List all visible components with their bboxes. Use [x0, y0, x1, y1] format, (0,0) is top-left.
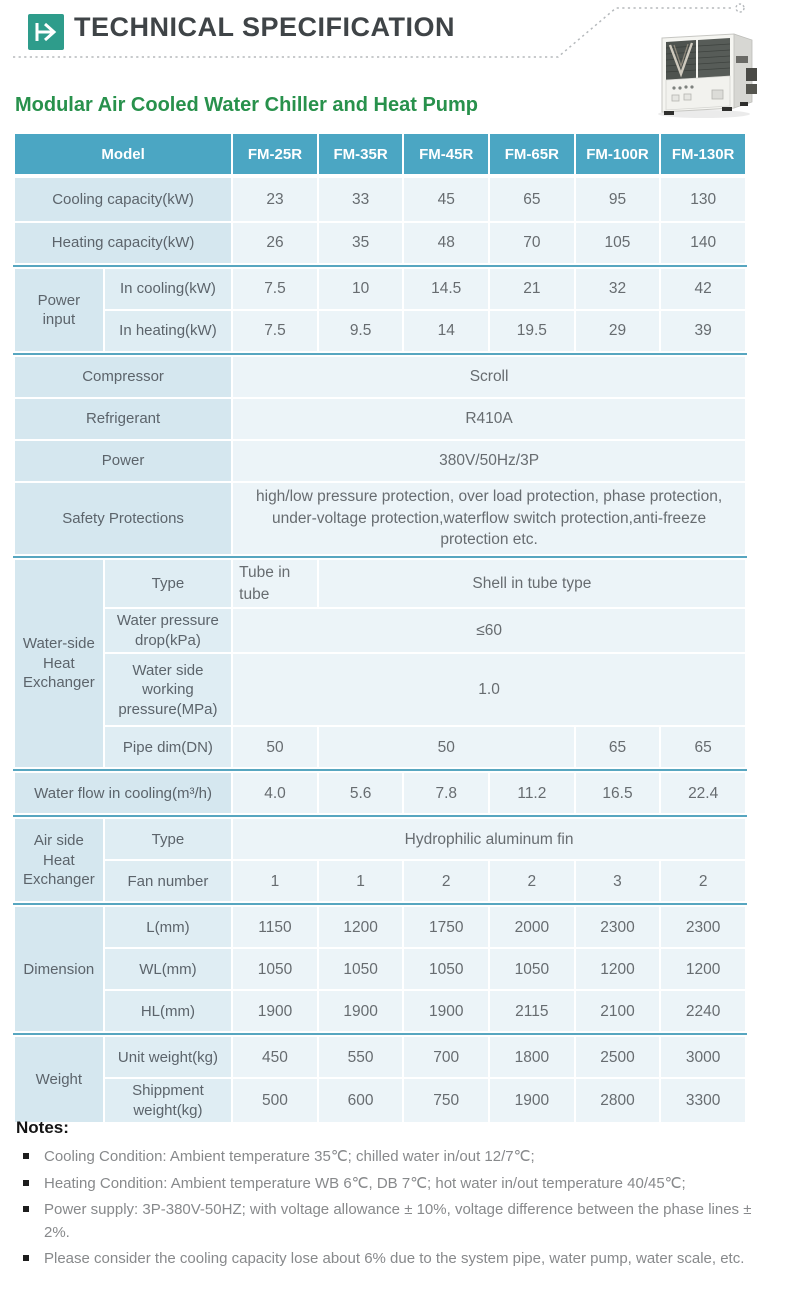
spec-value: Tube in tube [232, 559, 318, 608]
spec-table [13, 132, 749, 1124]
spec-value: 10 [318, 268, 404, 310]
spec-value: 4.0 [232, 772, 318, 814]
note-item [16, 1248, 778, 1271]
spec-value: 26 [232, 222, 318, 264]
row-label: Cooling capacity(kW) [14, 177, 232, 222]
spec-table-header [13, 132, 747, 176]
spec-value: 2000 [489, 906, 575, 948]
spec-value: 3 [575, 860, 661, 902]
spec-table-section [13, 176, 747, 265]
row-label: Air side Heat Exchanger [14, 818, 104, 902]
spec-value: 70 [489, 222, 575, 264]
spec-value: 1200 [660, 948, 746, 990]
spec-table-section [13, 355, 747, 556]
spec-value: 105 [575, 222, 661, 264]
row-sublabel: WL(mm) [104, 948, 232, 990]
spec-value: 1150 [232, 906, 318, 948]
spec-table-section [13, 267, 747, 353]
spec-value: 7.5 [232, 268, 318, 310]
spec-value: 140 [660, 222, 746, 264]
row-sublabel: In cooling(kW) [104, 268, 232, 310]
spec-value: 95 [575, 177, 661, 222]
air-cooled-chiller-product-image [636, 20, 774, 120]
spec-value: 1 [318, 860, 404, 902]
row-label: Safety Protections [14, 482, 232, 555]
spec-value: 35 [318, 222, 404, 264]
spec-value: 1900 [318, 990, 404, 1032]
row-label: Weight [14, 1036, 104, 1123]
row-sublabel: In heating(kW) [104, 310, 232, 352]
note-text: Please consider the cooling capacity lose about 6% due to the system pipe, water pump, water scale, etc. [44, 1250, 745, 1267]
spec-value: 1750 [403, 906, 489, 948]
spec-value: 2 [489, 860, 575, 902]
spec-value: 65 [575, 726, 661, 768]
spec-value: 29 [575, 310, 661, 352]
spec-value: 1200 [575, 948, 661, 990]
spec-value: 600 [318, 1078, 404, 1123]
row-sublabel: Shippment weight(kg) [104, 1078, 232, 1123]
row-sublabel: Water side working pressure(MPa) [104, 653, 232, 726]
row-label: Water-side Heat Exchanger [14, 559, 104, 768]
note-item [16, 1146, 778, 1169]
spec-value: 450 [232, 1036, 318, 1078]
spec-value: 32 [575, 268, 661, 310]
spec-value: 14.5 [403, 268, 489, 310]
spec-value: Hydrophilic aluminum fin [232, 818, 746, 860]
bullet-square-icon [23, 1255, 29, 1261]
note-item [16, 1173, 778, 1196]
spec-value: 1800 [489, 1036, 575, 1078]
spec-value: 130 [660, 177, 746, 222]
spec-value: 3300 [660, 1078, 746, 1123]
spec-value: 2300 [660, 906, 746, 948]
spec-value: 7.8 [403, 772, 489, 814]
spec-value: 5.6 [318, 772, 404, 814]
spec-value: 2800 [575, 1078, 661, 1123]
spec-value: 9.5 [318, 310, 404, 352]
spec-table-section [13, 771, 747, 815]
spec-value: 750 [403, 1078, 489, 1123]
spec-value: 42 [660, 268, 746, 310]
row-label: Power input [14, 268, 104, 352]
spec-value: 2100 [575, 990, 661, 1032]
row-sublabel: L(mm) [104, 906, 232, 948]
connector-end-circle-icon [736, 4, 744, 12]
row-sublabel: Fan number [104, 860, 232, 902]
row-label: Water flow in cooling(m³/h) [14, 772, 232, 814]
spec-value: 1050 [403, 948, 489, 990]
spec-value: 16.5 [575, 772, 661, 814]
spec-value: Shell in tube type [318, 559, 746, 608]
spec-value: 1900 [232, 990, 318, 1032]
model-column-header: FM-35R [318, 133, 404, 175]
model-column-header: FM-65R [489, 133, 575, 175]
note-text: Power supply: 3P-380V-50HZ; with voltage allowance ± 10%, voltage difference between the phase lines ± 2%. [44, 1201, 752, 1241]
spec-value: 2 [403, 860, 489, 902]
notes-list [16, 1146, 778, 1271]
spec-table-section [13, 817, 747, 903]
spec-table-section [13, 1035, 747, 1124]
spec-table-section [13, 905, 747, 1033]
model-header-cell: Model [14, 133, 232, 175]
row-label: Compressor [14, 356, 232, 398]
spec-value: 39 [660, 310, 746, 352]
spec-value: 2 [660, 860, 746, 902]
bullet-square-icon [23, 1180, 29, 1186]
spec-value: 14 [403, 310, 489, 352]
spec-value: 65 [660, 726, 746, 768]
bullet-square-icon [23, 1206, 29, 1212]
row-label: Dimension [14, 906, 104, 1032]
notes-section [16, 1118, 778, 1275]
spec-value: 380V/50Hz/3P [232, 440, 746, 482]
row-sublabel: HL(mm) [104, 990, 232, 1032]
model-column-header: FM-130R [660, 133, 746, 175]
note-text: Heating Condition: Ambient temperature WB 6℃, DB 7℃; hot water in/out temperature 40/45℃; [44, 1174, 686, 1192]
spec-value: 2115 [489, 990, 575, 1032]
spec-value: 1900 [403, 990, 489, 1032]
row-sublabel: Type [104, 818, 232, 860]
spec-value: 65 [489, 177, 575, 222]
spec-value: 500 [232, 1078, 318, 1123]
spec-value: 45 [403, 177, 489, 222]
spec-value: 11.2 [489, 772, 575, 814]
spec-value: 2300 [575, 906, 661, 948]
spec-value: 2240 [660, 990, 746, 1032]
subtitle: Modular Air Cooled Water Chiller and Heat Pump [15, 94, 479, 116]
spec-value: 3000 [660, 1036, 746, 1078]
spec-value: 19.5 [489, 310, 575, 352]
spec-value: ≤60 [232, 608, 746, 653]
spec-value: 1050 [489, 948, 575, 990]
note-item [16, 1199, 778, 1244]
spec-value: Scroll [232, 356, 746, 398]
notes-title: Notes: [16, 1118, 69, 1137]
model-column-header: FM-45R [403, 133, 489, 175]
model-column-header: FM-100R [575, 133, 661, 175]
spec-value: 550 [318, 1036, 404, 1078]
row-sublabel: Water pressure drop(kPa) [104, 608, 232, 653]
spec-value: 1200 [318, 906, 404, 948]
spec-value: 33 [318, 177, 404, 222]
spec-value: 7.5 [232, 310, 318, 352]
spec-value: 1.0 [232, 653, 746, 726]
spec-value: 48 [403, 222, 489, 264]
spec-value: 1 [232, 860, 318, 902]
note-text: Cooling Condition: Ambient temperature 35℃; chilled water in/out 12/7℃; [44, 1148, 535, 1165]
spec-value: 21 [489, 268, 575, 310]
spec-value: 22.4 [660, 772, 746, 814]
spec-value: 700 [403, 1036, 489, 1078]
spec-value: 50 [318, 726, 575, 768]
spec-value: 50 [232, 726, 318, 768]
spec-value: 2500 [575, 1036, 661, 1078]
row-sublabel: Unit weight(kg) [104, 1036, 232, 1078]
row-label: Refrigerant [14, 398, 232, 440]
spec-value: R410A [232, 398, 746, 440]
bullet-square-icon [23, 1153, 29, 1159]
row-label: Heating capacity(kW) [14, 222, 232, 264]
spec-value: 1900 [489, 1078, 575, 1123]
spec-table-section [13, 558, 747, 769]
model-column-header: FM-25R [232, 133, 318, 175]
row-label: Power [14, 440, 232, 482]
spec-value: high/low pressure protection, over load protection, phase protection, under-voltage protection,waterflow switch protection,anti-freeze protection etc. [232, 482, 746, 555]
row-sublabel: Type [104, 559, 232, 608]
spec-value: 23 [232, 177, 318, 222]
page-title: TECHNICAL SPECIFICATION [74, 12, 456, 42]
spec-value: 1050 [318, 948, 404, 990]
arrow-right-icon [28, 14, 64, 50]
spec-value: 1050 [232, 948, 318, 990]
row-sublabel: Pipe dim(DN) [104, 726, 232, 768]
